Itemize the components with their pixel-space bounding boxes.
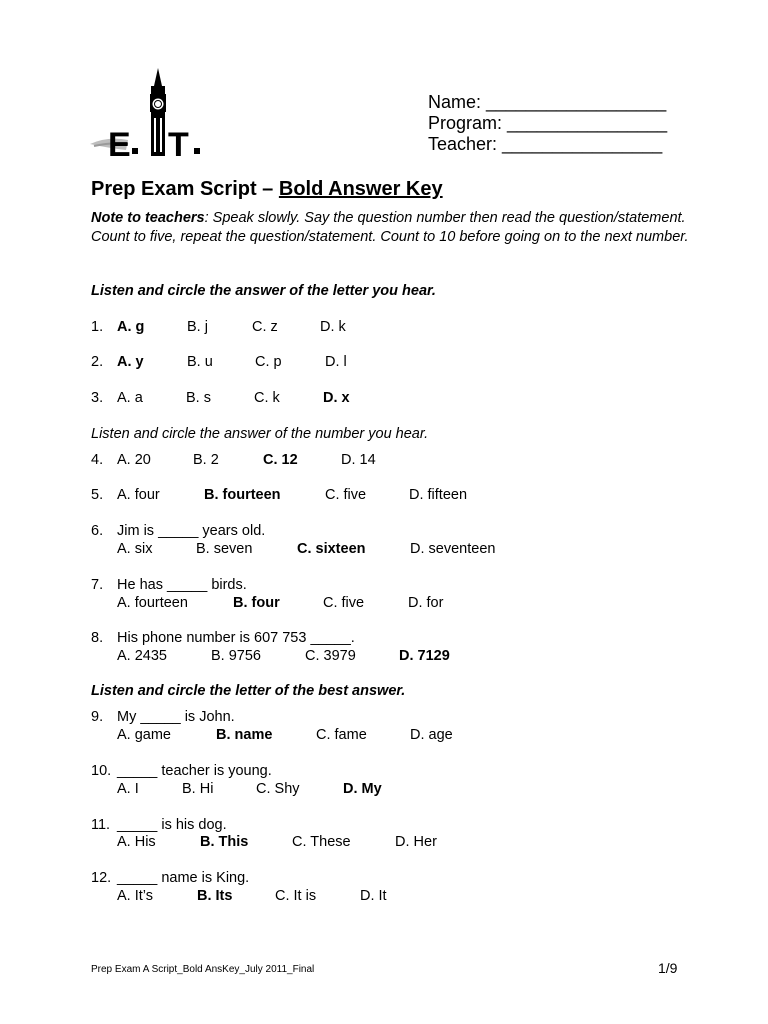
name-field: Name: __________________ — [428, 92, 667, 112]
svg-text:T: T — [168, 126, 189, 160]
answer-option: A. fourteen — [117, 595, 188, 611]
question-text: His phone number is 607 753 _____. — [117, 630, 355, 646]
question-text: My _____ is John. — [117, 709, 235, 725]
title-prefix: Prep Exam Script – — [91, 178, 279, 200]
answer-option-correct: D. x — [323, 390, 350, 406]
answer-option: A. a — [117, 390, 143, 406]
question-text: _____ name is King. — [117, 870, 250, 886]
question-number: 11. — [91, 817, 111, 833]
question-number: 3. — [91, 390, 104, 406]
answer-option: A. 2435 — [117, 648, 167, 664]
answer-option-correct: C. sixteen — [297, 541, 366, 557]
svg-text:E: E — [108, 126, 131, 160]
answer-option: B. Hi — [182, 781, 214, 797]
question-text: _____ teacher is young. — [117, 763, 272, 779]
answer-option: D. age — [410, 727, 453, 743]
teacher-note — [91, 209, 691, 246]
footer-text: Prep Exam A Script_Bold AnsKey_July 2011_Final — [91, 964, 315, 975]
answer-option: D. l — [325, 354, 347, 370]
section-instruction-3: Listen and circle the letter of the best answer. — [91, 683, 406, 699]
answer-option-correct: B. This — [200, 834, 249, 850]
question-text: Jim is _____ years old. — [117, 523, 266, 539]
answer-option: B. 9756 — [211, 648, 261, 664]
question-number: 6. — [91, 523, 104, 539]
answer-option: D. 14 — [341, 452, 376, 468]
answer-option: A. four — [117, 487, 160, 503]
answer-option: A. six — [117, 541, 153, 557]
question-number: 4. — [91, 452, 104, 468]
answer-option: B. 2 — [193, 452, 219, 468]
answer-option: A. 20 — [117, 452, 151, 468]
answer-option: C. These — [292, 834, 351, 850]
answer-option: D. seventeen — [410, 541, 496, 557]
answer-option: A. I — [117, 781, 139, 797]
question-number: 1. — [91, 319, 104, 335]
answer-option: A. game — [117, 727, 171, 743]
answer-option-correct: A. g — [117, 319, 145, 335]
answer-option: D. It — [360, 888, 387, 904]
answer-option: A. It’s — [117, 888, 153, 904]
question-number: 12. — [91, 870, 112, 886]
note-text: : Speak slowly. Say the question number then read the question/statement. Count to five, repeat the question/statement. Count to 10 before going on to the next number. — [91, 210, 689, 245]
answer-option: C. five — [323, 595, 365, 611]
note-label: Note to teachers — [91, 210, 205, 226]
answer-option-correct: D. My — [343, 781, 382, 797]
answer-option-correct: B. fourteen — [204, 487, 281, 503]
title-underlined: Bold Answer Key — [278, 178, 443, 200]
answer-option: B. s — [186, 390, 211, 406]
clock-tower-icon — [88, 64, 212, 160]
teacher-field: Teacher: ________________ — [428, 134, 663, 154]
answer-option: C. It is — [275, 888, 317, 904]
answer-option: D. for — [408, 595, 444, 611]
page-number: 1/9 — [658, 960, 678, 976]
answer-option: C. five — [325, 487, 367, 503]
answer-option: D. fifteen — [409, 487, 468, 503]
question-number: 7. — [91, 577, 104, 593]
answer-option: C. Shy — [256, 781, 300, 797]
answer-option-correct: C. 12 — [263, 452, 298, 468]
question-number: 9. — [91, 709, 104, 725]
answer-option-correct: A. y — [117, 354, 144, 370]
answer-option-correct: B. four — [233, 595, 280, 611]
answer-option-correct: B. Its — [197, 888, 233, 904]
answer-option: D. Her — [395, 834, 437, 850]
question-number: 10. — [91, 763, 112, 779]
answer-option: B. u — [187, 354, 213, 370]
answer-option: C. k — [254, 390, 280, 406]
question-text: He has _____ birds. — [117, 577, 247, 593]
page-title — [91, 178, 443, 201]
question-text: _____ is his dog. — [117, 817, 227, 833]
answer-option: C. fame — [316, 727, 367, 743]
answer-option: B. seven — [196, 541, 253, 557]
question-number: 5. — [91, 487, 104, 503]
student-info-fields — [428, 92, 667, 155]
answer-option: A. His — [117, 834, 156, 850]
logo — [88, 64, 212, 160]
answer-option-correct: B. name — [216, 727, 273, 743]
question-number: 8. — [91, 630, 104, 646]
answer-option: C. z — [252, 319, 278, 335]
section-instruction-1: Listen and circle the answer of the letter you hear. — [91, 283, 436, 299]
answer-option: C. 3979 — [305, 648, 356, 664]
program-field: Program: ________________ — [428, 113, 668, 133]
answer-option: C. p — [255, 354, 282, 370]
answer-option-correct: D. 7129 — [399, 648, 450, 664]
answer-option: B. j — [187, 319, 208, 335]
question-number: 2. — [91, 354, 104, 370]
answer-option: D. k — [320, 319, 346, 335]
section-instruction-2: Listen and circle the answer of the number you hear. — [91, 426, 429, 442]
